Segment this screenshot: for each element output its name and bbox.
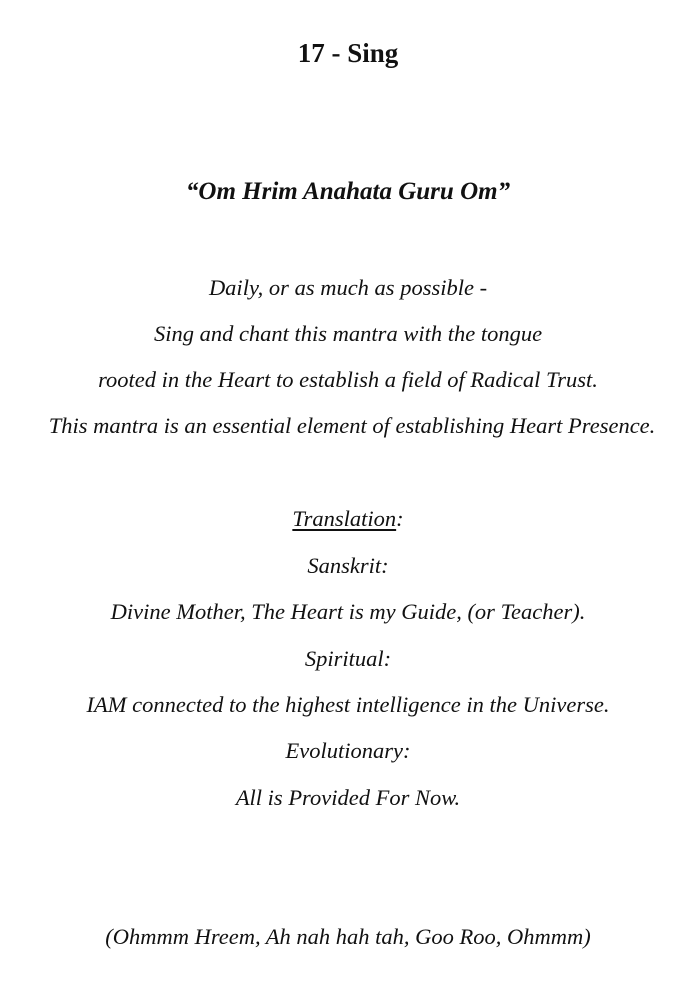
instruction-line-2: Sing and chant this mantra with the tongue — [153, 321, 543, 346]
spiritual-text: IAM connected to the highest intelligence in the Universe. — [86, 692, 610, 717]
evolutionary-label: Evolutionary: — [285, 738, 411, 763]
translation-label: Translation — [292, 506, 397, 531]
pronunciation-guide: (Ohmmm Hreem, Ah nah hah tah, Goo Roo, Ohmmm) — [105, 924, 591, 949]
translation-colon: : — [396, 506, 404, 531]
spiritual-label: Spiritual: — [304, 646, 392, 671]
translation-heading — [0, 505, 696, 533]
mantra-heading: “Om Hrim Anahata Guru Om” — [185, 178, 511, 205]
evolutionary-text: All is Provided For Now. — [235, 785, 461, 810]
sanskrit-text: Divine Mother, The Heart is my Guide, (or Teacher). — [110, 599, 586, 624]
instruction-line-4: This mantra is an essential element of establishing Heart Presence. — [48, 413, 656, 438]
instruction-line-1: Daily, or as much as possible - — [208, 275, 488, 300]
instruction-line-3: rooted in the Heart to establish a field of Radical Trust. — [98, 367, 598, 392]
sanskrit-label: Sanskrit: — [307, 553, 389, 578]
page-title: 17 - Sing — [297, 38, 399, 68]
